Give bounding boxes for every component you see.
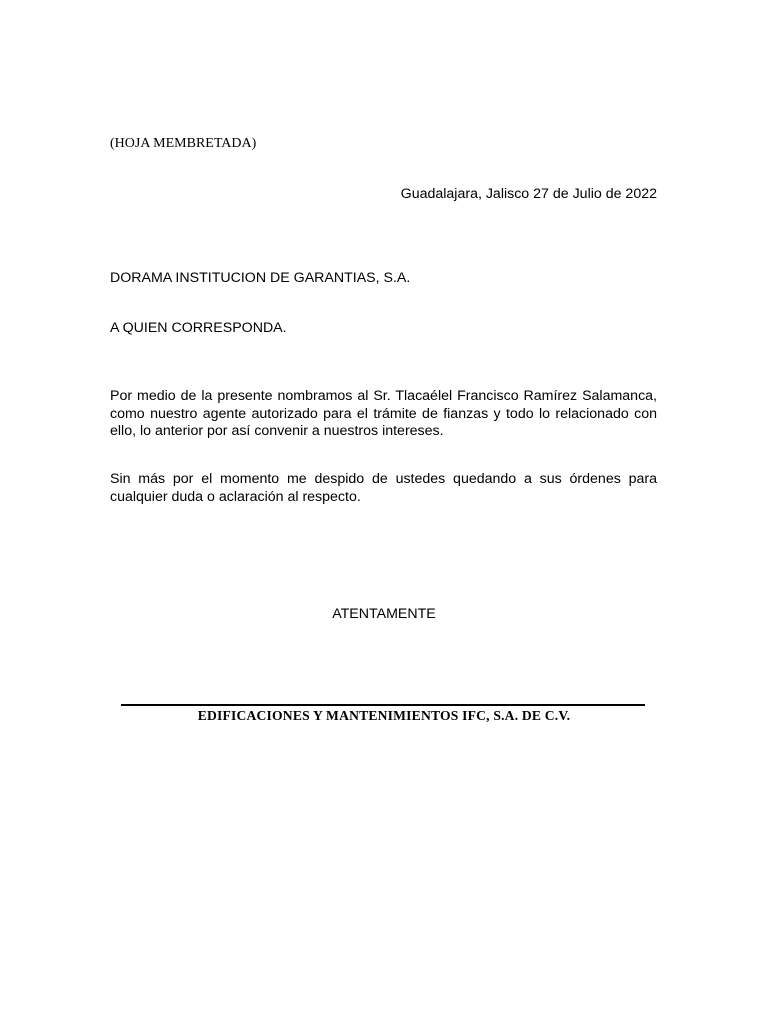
body-paragraph-1: Por medio de la presente nombramos al Sr. Tlacaélel Francisco Ramírez Salamanca, como nuestro agente autorizado para el trámite de fianzas y todo lo relacionado con ello, lo anterior por así convenir a nuestros intereses. [110,388,657,440]
date-line: Guadalajara, Jalisco 27 de Julio de 2022 [400,186,657,202]
company-name: EDIFICACIONES Y MANTENIMIENTOS IFC, S.A. DE C.V. [197,708,571,723]
salutation: A QUIEN CORRESPONDA. [110,320,287,336]
recipient-name: DORAMA INSTITUCION DE GARANTIAS, S.A. [110,270,411,286]
closing: ATENTAMENTE [332,606,436,622]
signature-line [121,704,645,706]
letterhead-placeholder: (HOJA MEMBRETADA) [110,136,257,151]
body-paragraph-2: Sin más por el momento me despido de ustedes quedando a sus órdenes para cualquier duda o aclaración al respecto. [110,471,657,505]
